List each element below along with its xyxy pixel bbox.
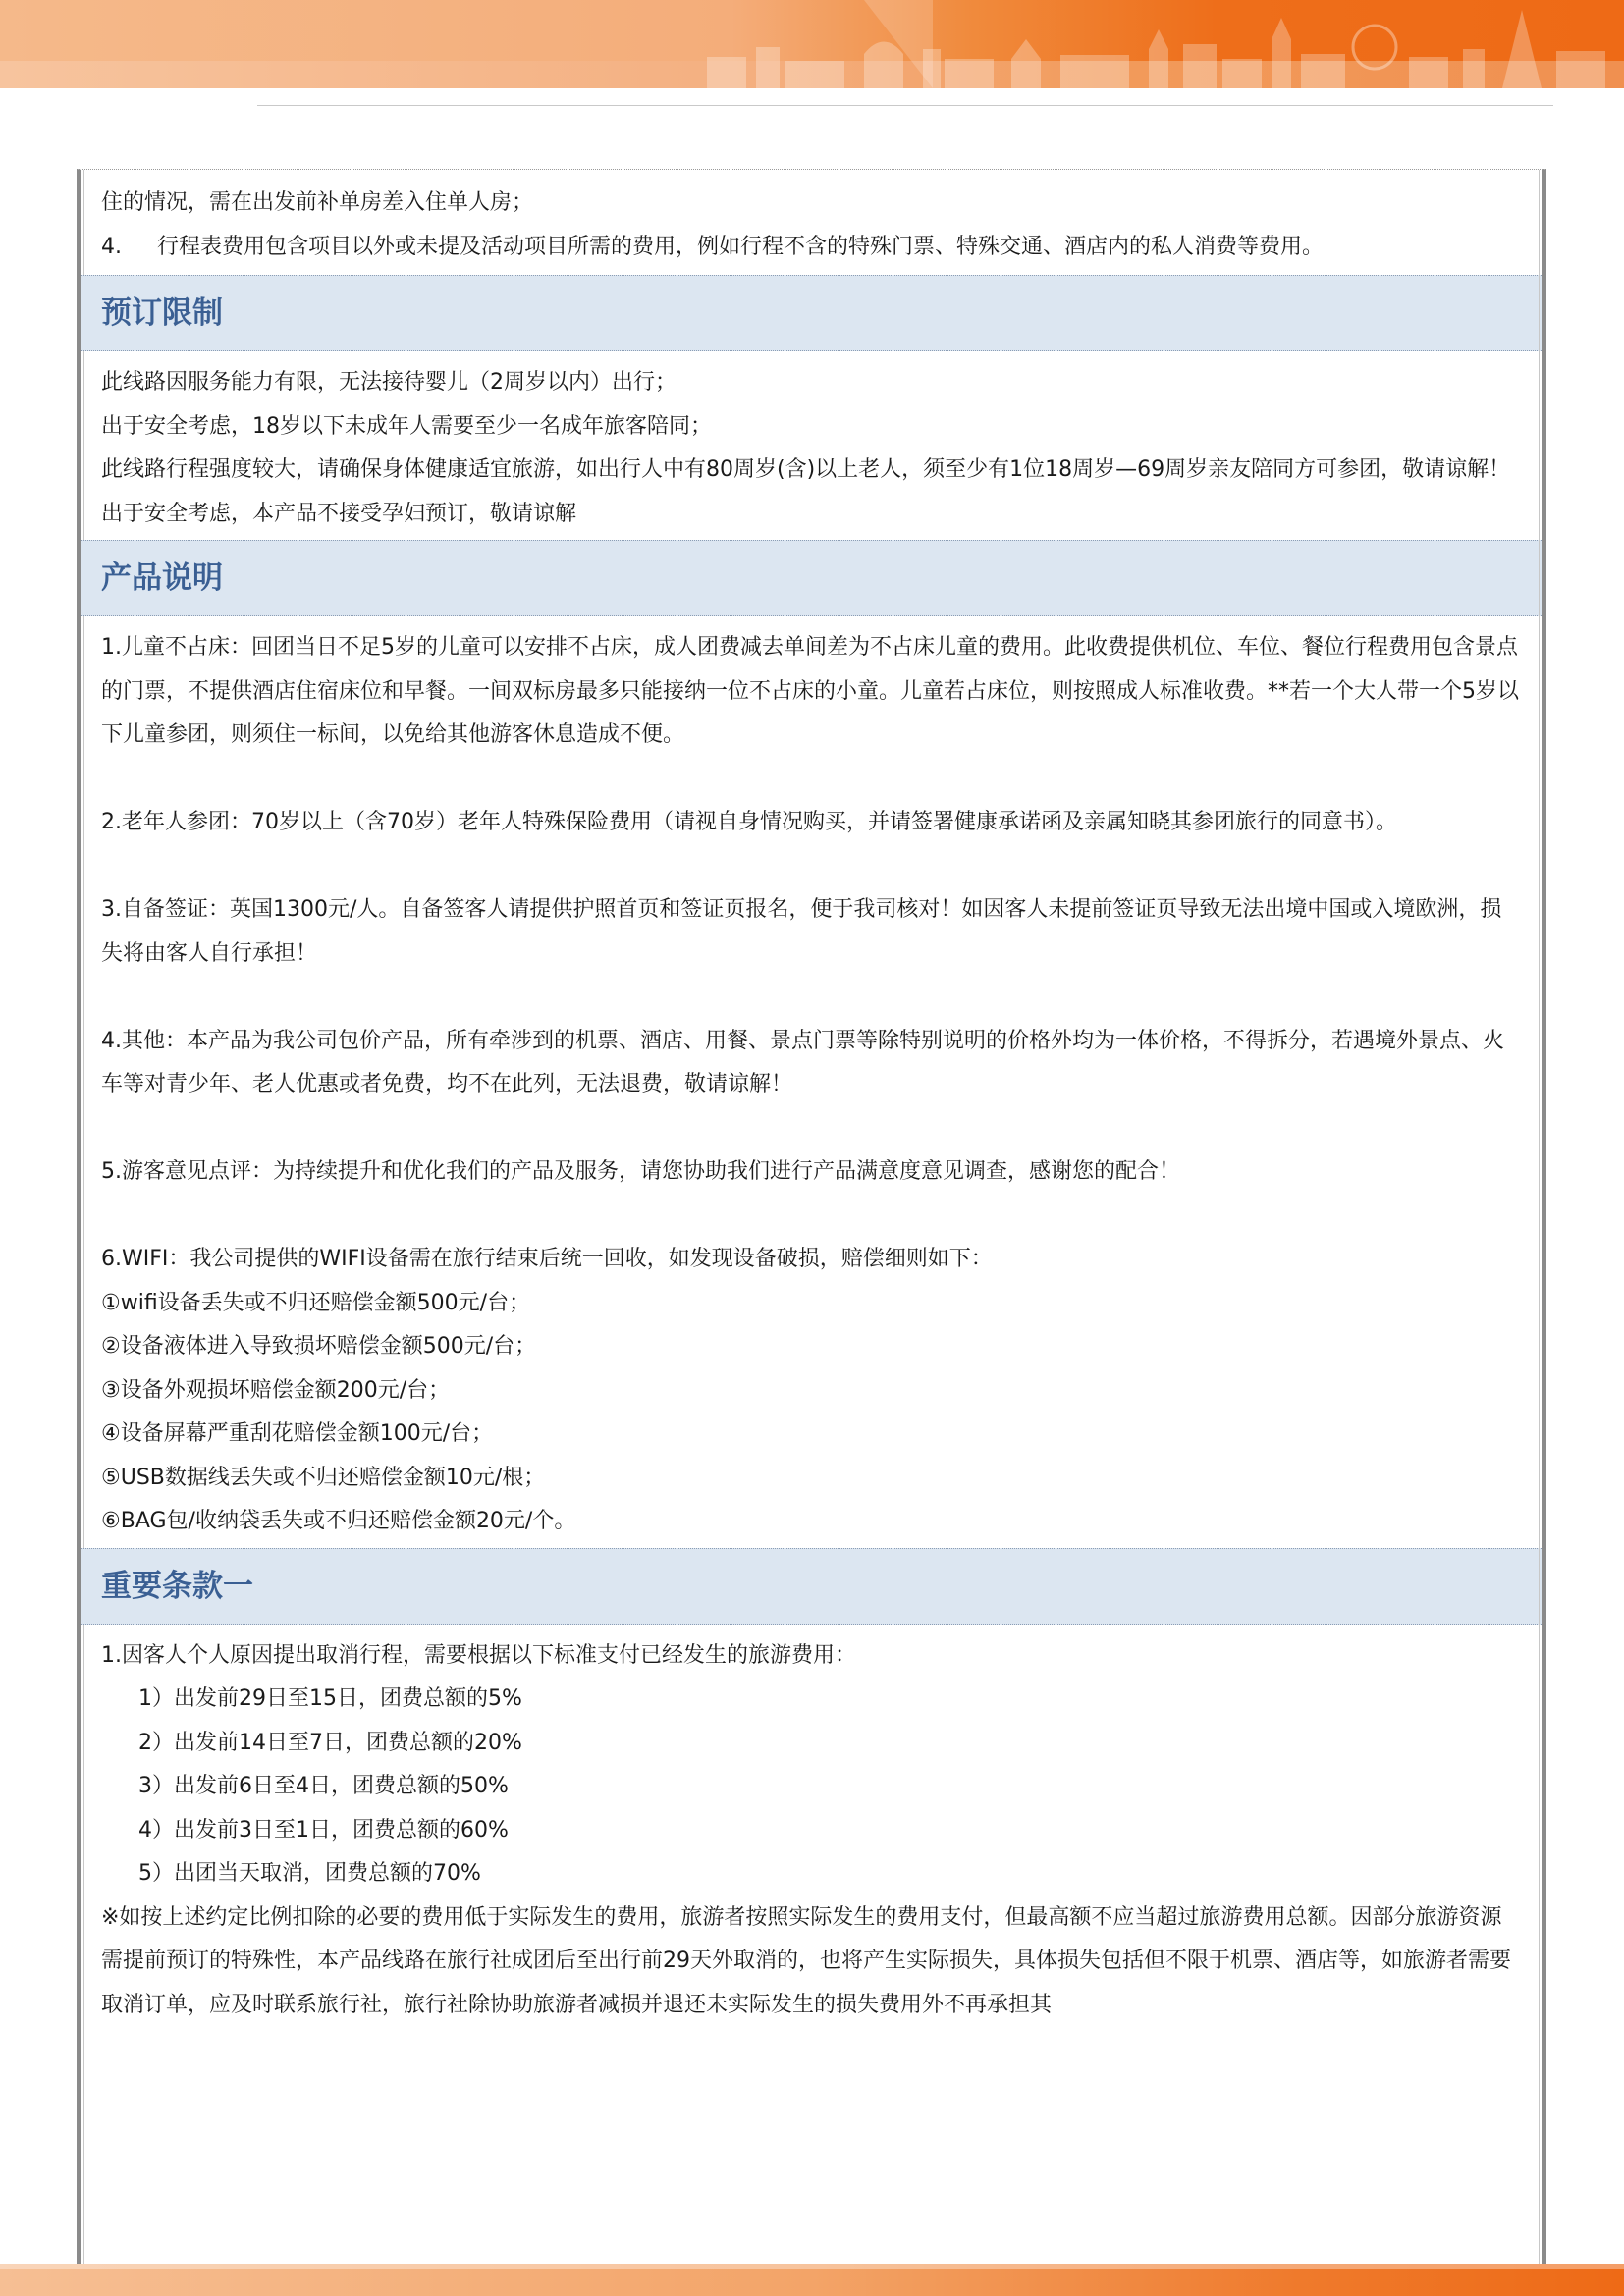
prev-line-2 (101, 226, 1522, 270)
important-terms-body (81, 1625, 1542, 2028)
terms-tier-3: 3）出发前6日至4日，团费总额的50% (138, 1774, 509, 1798)
terms-note: ※如按上述约定比例扣除的必要的费用低于实际发生的费用，旅游者按照实际发生的费用支付，但最高额不应当超过旅游费用总额。因部分旅游资源需提前预订的特殊性，本产品线路在旅行社成团后至出行前29天外取消的，也将产生实际损失，具体损失包括但不限于机票、酒店等，如旅游者需要取消订单，应及时联系旅行社，旅行社除协助旅游者减损并退还未实际发生的损失费用外不再承担其 (101, 1904, 1511, 2017)
note-children: 1.儿童不占床：回团当日不足5岁的儿童可以安排不占床，成人团费减去单间差为不占床儿童的费用。此收费提供机位、车位、餐位行程费用包含景点的门票，不提供酒店住宿床位和早餐。一间双标房最多只能接纳一位不占床的小童。儿童若占床位，则按照成人标准收费。**若一个大人带一个5岁以下儿童参团，则须住一标间，以免给其他游客休息造成不便。 (101, 635, 1520, 747)
header-divider (257, 105, 1553, 106)
important-terms-title: 重要条款一 (81, 1548, 1542, 1625)
wifi-item-3: ③设备外观损坏赔偿金额200元/台； (101, 1377, 451, 1403)
booking-limits-title: 预订限制 (81, 275, 1542, 351)
note-other: 4.其他：本产品为我公司包价产品，所有牵涉到的机票、酒店、用餐、景点门票等除特别说明的价格外均为一体价格，不得拆分，若遇境外景点、火车等对青少年、老人优惠或者免费，均不在此列，无法退费，敬请谅解！ (101, 1028, 1504, 1096)
city-skyline-icon (687, 0, 1624, 88)
footer-banner (0, 2264, 1624, 2296)
booking-limit-line-3: 此线路行程强度较大，请确保身体健康适宜旅游，如出行人中有80周岁(含)以上老人，须至少有1位18周岁—69周岁亲友陪同方可参团，敬请谅解！ (101, 457, 1511, 482)
note-seniors: 2.老年人参团：70岁以上（含70岁）老年人特殊保险费用（请视自身情况购买，并请签署健康承诺函及亲属知晓其参团旅行的同意书）。 (101, 810, 1397, 834)
prev-line-1: 住的情况，需在出发前补单房差入住单人房； (101, 190, 534, 215)
wifi-item-4: ④设备屏幕严重刮花赔偿金额100元/台； (101, 1421, 494, 1446)
wifi-item-1: ①wifi设备丢失或不归还赔偿金额500元/台； (101, 1290, 531, 1315)
footer-banner-accent (0, 2264, 1624, 2269)
booking-limit-line-1: 此线路因服务能力有限，无法接待婴儿（2周岁以内）出行； (101, 370, 677, 395)
note-feedback: 5.游客意见点评：为持续提升和优化我们的产品及服务，请您协助我们进行产品满意度意见调查，感谢您的配合！ (101, 1159, 1180, 1184)
terms-tier-1: 1）出发前29日至15日，团费总额的5% (138, 1686, 522, 1711)
wifi-item-5: ⑤USB数据线丢失或不归还赔偿金额10元/根； (101, 1465, 546, 1490)
terms-tier-5: 5）出团当天取消，团费总额的70% (138, 1861, 481, 1886)
booking-limit-line-4: 出于安全考虑，本产品不接受孕妇预订，敬请谅解 (101, 501, 577, 526)
note-visa: 3.自备签证：英国1300元/人。自备签客人请提供护照首页和签证页报名，便于我司核对！如因客人未提前签证页导致无法出境中国或入境欧洲，损失将由客人自行承担！ (101, 897, 1502, 966)
wifi-item-2: ②设备液体进入导致损坏赔偿金额500元/台； (101, 1334, 537, 1359)
terms-tier-4: 4）出发前3日至1日，团费总额的60% (138, 1817, 509, 1842)
header-banner (0, 0, 1624, 88)
prev-line-2-number: 4. (101, 234, 122, 259)
booking-limit-line-2: 出于安全考虑，18岁以下未成年人需要至少一名成年旅客陪同； (101, 413, 712, 439)
terms-tier-2: 2）出发前14日至7日，团费总额的20% (138, 1730, 522, 1755)
note-wifi-intro: 6.WIFI：我公司提供的WIFI设备需在旅行结束后统一回收，如发现设备破损，赔偿细则如下： (101, 1247, 993, 1271)
product-notes-title: 产品说明 (81, 540, 1542, 616)
prev-line-2-text: 行程表费用包含项目以外或未提及活动项目所需的费用，例如行程不含的特殊门票、特殊交通、酒店内的私人消费等费用。 (157, 234, 1325, 259)
content-frame (77, 169, 1546, 2264)
terms-intro: 1.因客人个人原因提出取消行程，需要根据以下标准支付已经发生的旅游费用： (101, 1642, 856, 1668)
product-notes-body (81, 616, 1542, 1548)
prev-section (81, 170, 1542, 269)
wifi-item-6: ⑥BAG包/收纳袋丢失或不归还赔偿金额20元/个。 (101, 1509, 576, 1533)
booking-limits-body (81, 351, 1542, 540)
